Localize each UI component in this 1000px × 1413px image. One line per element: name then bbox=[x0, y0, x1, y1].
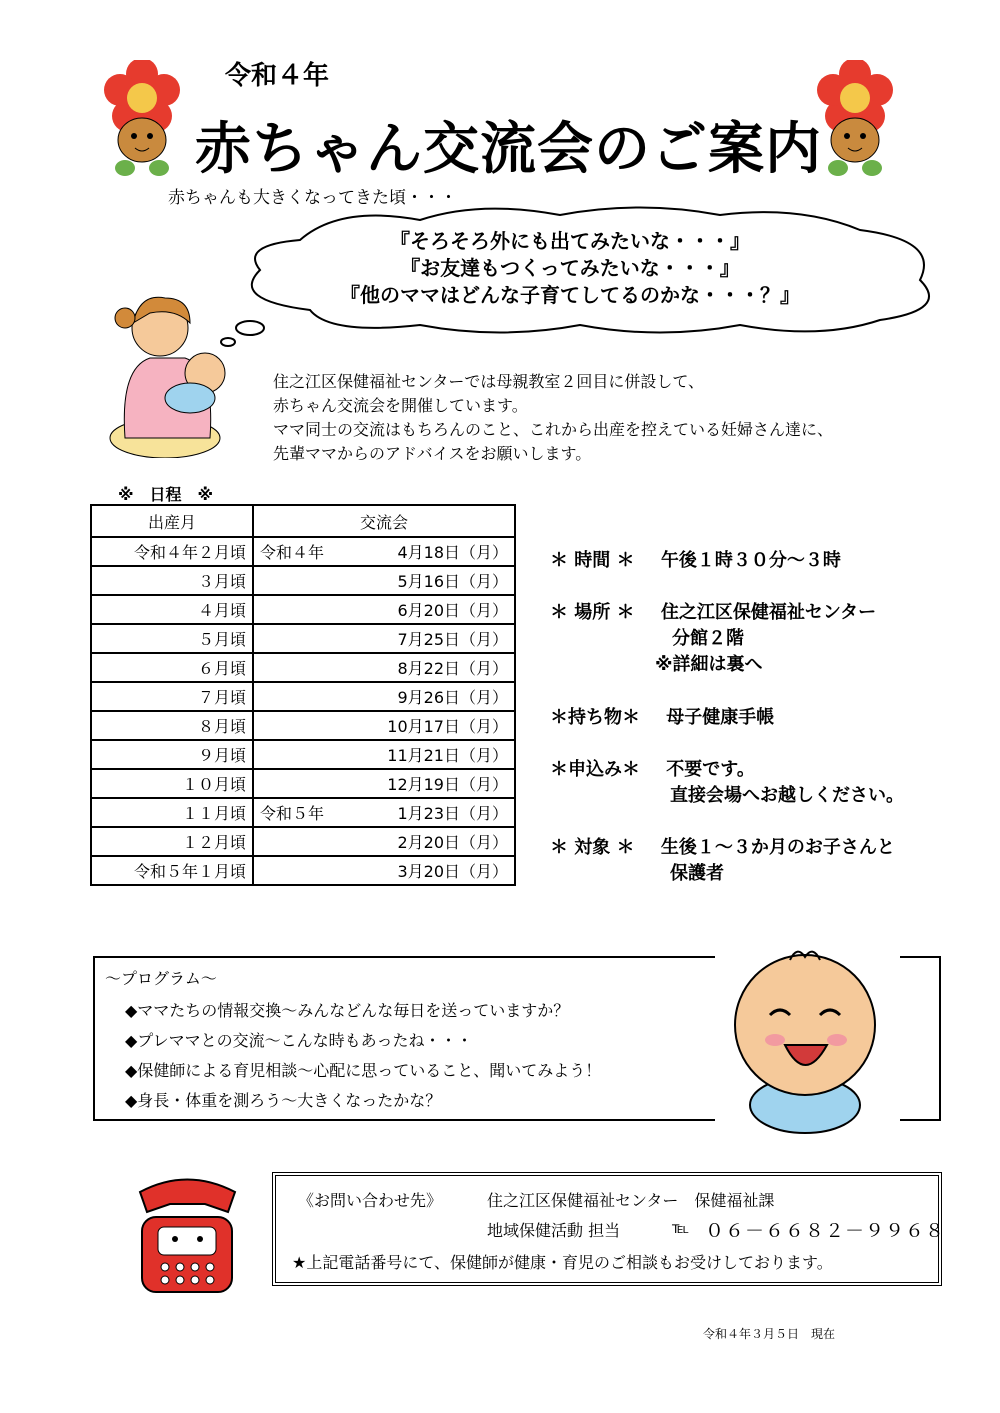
table-row bbox=[91, 856, 515, 885]
bring-value: 母子健康手帳 bbox=[666, 707, 775, 728]
meeting-date-cell bbox=[253, 711, 515, 740]
table-row bbox=[91, 740, 515, 769]
schedule-label: ※ 日程 ※ bbox=[118, 485, 214, 504]
description-line: ママ同士の交流はもちろんのこと、これから出産を控えている妊婦さん達に、 bbox=[273, 420, 834, 439]
meeting-era: 令和５年 bbox=[260, 804, 325, 823]
table-row bbox=[91, 798, 515, 827]
birth-month-cell: １２月頃 bbox=[91, 827, 253, 856]
description-line: 赤ちゃん交流会を開催しています。 bbox=[273, 396, 528, 415]
thought-line: 『お友達もつくってみたいな・・・』 bbox=[400, 256, 740, 280]
bring-label: ＊持ち物＊ bbox=[550, 707, 640, 728]
apply-label: ＊申込み＊ bbox=[550, 759, 640, 780]
meeting-date-cell bbox=[253, 827, 515, 856]
meeting-date: 8月22日（月） bbox=[397, 659, 508, 678]
thought-line: 『そろそろ外にも出てみたいな・・・』 bbox=[390, 229, 750, 253]
meeting-date: 6月20日（月） bbox=[397, 601, 508, 620]
birth-month-cell: ４月頃 bbox=[91, 595, 253, 624]
meeting-date: 3月20日（月） bbox=[397, 862, 508, 881]
program-title: ～プログラム～ bbox=[105, 969, 217, 988]
place-value-2: 分館２階 bbox=[672, 628, 744, 649]
as-of-date: 令和４年３月５日 現在 bbox=[703, 1327, 836, 1341]
header-meeting-date: 交流会 bbox=[253, 505, 515, 537]
meeting-date-cell bbox=[253, 595, 515, 624]
time-row bbox=[550, 548, 841, 574]
place-label: ＊ 場所 ＊ bbox=[550, 602, 635, 623]
table-row bbox=[91, 827, 515, 856]
apply-row bbox=[550, 757, 755, 783]
meeting-date-cell bbox=[253, 566, 515, 595]
contact-tel: ０６－６６８２－９９６８ bbox=[705, 1220, 946, 1242]
thought-bubble-text bbox=[290, 228, 850, 309]
program-item: ◆身長・体重を測ろう～大きくなったかな？ bbox=[125, 1091, 442, 1110]
meeting-date: 9月26日（月） bbox=[397, 688, 508, 707]
table-row bbox=[91, 711, 515, 740]
schedule-table bbox=[90, 504, 516, 886]
apply-value-2: 直接会場へお越しください。 bbox=[670, 785, 904, 806]
meeting-date-cell bbox=[253, 740, 515, 769]
table-row bbox=[91, 653, 515, 682]
contact-org: 住之江区保健福祉センター 保健福祉課 bbox=[487, 1191, 775, 1210]
meeting-date: 10月17日（月） bbox=[387, 717, 508, 736]
table-row bbox=[91, 537, 515, 566]
meeting-date: 11月21日（月） bbox=[387, 746, 508, 765]
meeting-date-cell bbox=[253, 682, 515, 711]
schedule-body bbox=[91, 537, 515, 885]
target-value-2: 保護者 bbox=[670, 863, 724, 884]
meeting-date: 5月16日（月） bbox=[397, 572, 508, 591]
intro-text: 赤ちゃんも大きくなってきた頃・・・ bbox=[168, 188, 457, 208]
bring-row bbox=[550, 705, 774, 731]
meeting-date-cell bbox=[253, 798, 515, 827]
smiling-baby-illustration bbox=[715, 945, 900, 1135]
meeting-date: 2月20日（月） bbox=[397, 833, 508, 852]
target-row bbox=[550, 835, 895, 861]
table-row bbox=[91, 769, 515, 798]
meeting-era: 令和４年 bbox=[260, 543, 325, 562]
meeting-date-cell bbox=[253, 856, 515, 885]
birth-month-cell: ９月頃 bbox=[91, 740, 253, 769]
contact-note: ★上記電話番号にて、保健師が健康・育児のご相談もお受けしております。 bbox=[292, 1253, 833, 1272]
time-value: 午後１時３０分～３時 bbox=[660, 550, 841, 571]
place-value: 住之江区保健福祉センター bbox=[660, 602, 877, 623]
header-birth-month: 出産月 bbox=[91, 505, 253, 537]
place-note: ※詳細は裏へ bbox=[655, 654, 763, 675]
birth-month-cell: 令和４年２月頃 bbox=[91, 537, 253, 566]
program-item: ◆プレママとの交流～こんな時もあったね・・・ bbox=[125, 1031, 473, 1050]
thought-line: 『他のママはどんな子育てしてるのかな・・・？』 bbox=[340, 283, 800, 307]
telephone-icon bbox=[130, 1172, 245, 1297]
time-label: ＊ 時間 ＊ bbox=[550, 550, 635, 571]
meeting-date-cell bbox=[253, 653, 515, 682]
mother-and-baby-illustration bbox=[105, 288, 245, 458]
apply-value: 不要です。 bbox=[666, 759, 755, 780]
tel-label: ℡ bbox=[672, 1218, 690, 1237]
birth-month-cell: ８月頃 bbox=[91, 711, 253, 740]
meeting-date: 4月18日（月） bbox=[397, 543, 508, 562]
table-row bbox=[91, 624, 515, 653]
table-row bbox=[91, 595, 515, 624]
program-item: ◆保健師による育児相談～心配に思っていること、聞いてみよう！ bbox=[125, 1061, 602, 1080]
birth-month-cell: ６月頃 bbox=[91, 653, 253, 682]
birth-month-cell: ５月頃 bbox=[91, 624, 253, 653]
description bbox=[273, 370, 833, 466]
year-label: 令和４年 bbox=[225, 61, 330, 91]
contact-dept: 地域保健活動 担当 bbox=[487, 1221, 621, 1240]
birth-month-cell: ７月頃 bbox=[91, 682, 253, 711]
place-row bbox=[550, 600, 876, 626]
meeting-date-cell bbox=[253, 624, 515, 653]
page-title: 赤ちゃん交流会のご案内 bbox=[195, 117, 822, 182]
meeting-date: 12月19日（月） bbox=[387, 775, 508, 794]
table-row bbox=[91, 566, 515, 595]
flower-mascot-right-icon bbox=[808, 60, 903, 180]
target-label: ＊ 対象 ＊ bbox=[550, 837, 635, 858]
meeting-date: 1月23日（月） bbox=[397, 804, 508, 823]
meeting-date-cell bbox=[253, 769, 515, 798]
contact-label: 《お問い合わせ先》 bbox=[298, 1191, 443, 1210]
description-line: 先輩ママからのアドバイスをお願いします。 bbox=[273, 444, 592, 463]
meeting-date-cell bbox=[253, 537, 515, 566]
birth-month-cell: 令和５年１月頃 bbox=[91, 856, 253, 885]
meeting-date: 7月25日（月） bbox=[397, 630, 508, 649]
description-line: 住之江区保健福祉センターでは母親教室２回目に併設して、 bbox=[273, 372, 705, 391]
flower-mascot-left-icon bbox=[95, 60, 190, 180]
birth-month-cell: ３月頃 bbox=[91, 566, 253, 595]
program-item: ◆ママたちの情報交換～みんなどんな毎日を送っていますか？ bbox=[125, 1001, 570, 1020]
table-row bbox=[91, 682, 515, 711]
table-header-row bbox=[91, 505, 515, 537]
target-value: 生後１～３か月のお子さんと bbox=[660, 837, 895, 858]
birth-month-cell: １１月頃 bbox=[91, 798, 253, 827]
birth-month-cell: １０月頃 bbox=[91, 769, 253, 798]
